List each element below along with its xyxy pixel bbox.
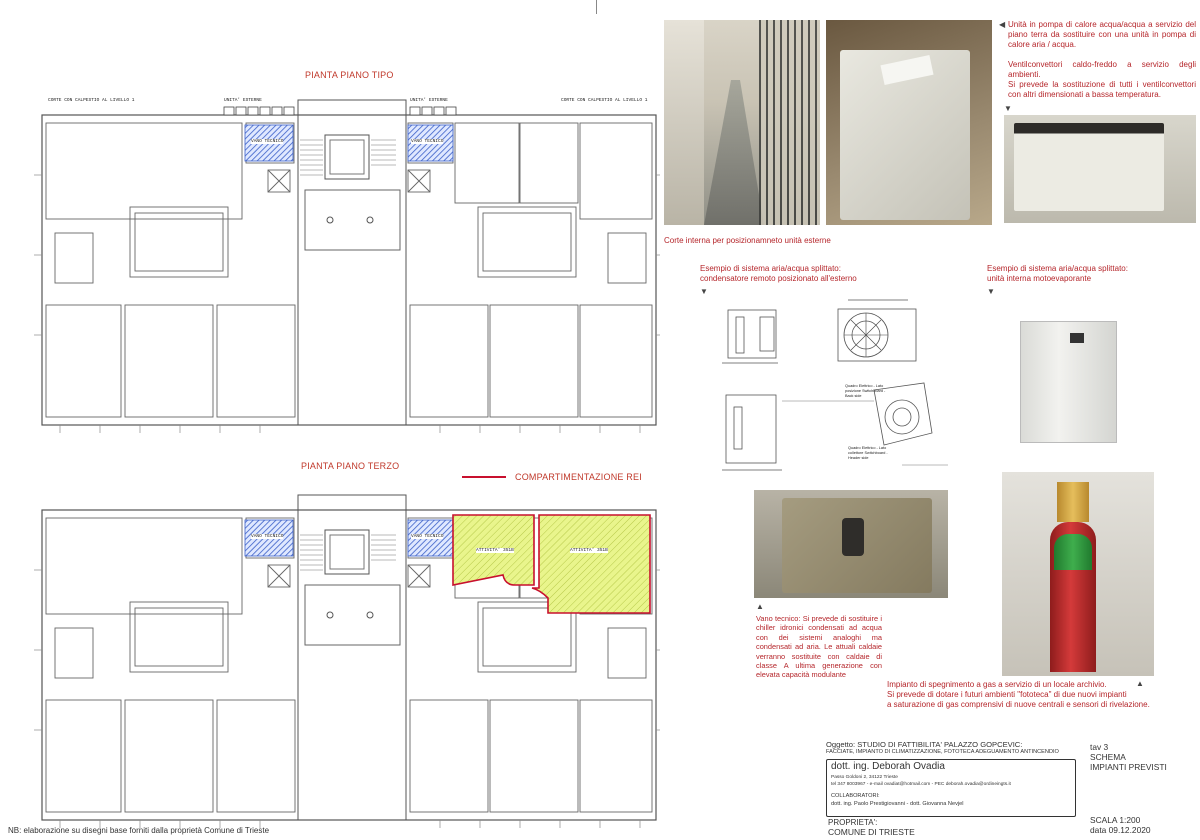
condenser-technical-drawing xyxy=(708,295,950,485)
plan-title-top: PIANTA PIANO TIPO xyxy=(305,70,394,80)
split-arrow-1-icon: ▼ xyxy=(700,287,708,296)
footnote: NB: elaborazione su disegni base forniti dalla proprietà Comune di Trieste xyxy=(8,826,270,835)
rei-compartment-2 xyxy=(532,515,650,613)
court-label-right: CORTE CON CALPESTIO AL LIVELLO 1 xyxy=(561,98,648,103)
split-title-1-text: Esempio di sistema aria/acqua splittato: xyxy=(700,264,841,273)
tb-subject: FACCIATE, IMPIANTO DI CLIMATIZZAZIONE, FOTOTECA ADEGUAMENTO ANTINCENDIO xyxy=(826,749,1059,755)
vano-note: Vano tecnico: Si prevede di sostituire i chiller idronici condensati ad acqua con dei sistemi analoghi ma condensati ad aria. Le attuali caldaie verranno sostituite con caldaie di classe A ultima generazione con elevata capacità modulante xyxy=(756,614,882,680)
chiller-arrow-icon: ▲ xyxy=(756,602,764,611)
legend-rei-label: COMPARTIMENTAZIONE REI xyxy=(515,472,642,482)
tb-scala: SCALA 1:200 xyxy=(1090,815,1141,825)
vano-label-4: VANO TECNICO xyxy=(411,534,444,539)
tb-address: Passo Goldoni 2, 34122 Trieste xyxy=(831,775,898,780)
external-units-row-left xyxy=(224,107,294,115)
title-block xyxy=(826,740,1086,840)
tb-property-name: COMUNE DI TRIESTE xyxy=(828,827,915,837)
tb-collab-names: dott. ing. Paolo Prestigiovanni - dott. Giovanna Nevjel xyxy=(831,801,964,807)
external-units-label-left: UNITA' ESTERNE xyxy=(224,98,262,103)
tb-property-label: PROPRIETA': xyxy=(828,818,878,827)
vano-label-1: VANO TECNICO xyxy=(251,139,284,144)
tb-oggetto: Oggetto: STUDIO DI FATTIBILITA' PALAZZO GOPCEVIC: xyxy=(826,740,1023,749)
heatpump-note-2: Ventilconvettori caldo-freddo a servizio degli ambienti. xyxy=(1008,60,1196,79)
indoor-unit-photo xyxy=(1010,313,1124,445)
external-units-row-right xyxy=(410,107,456,115)
split-sub-2-text: unità interna motoevaporante xyxy=(987,274,1092,283)
courtyard-photo xyxy=(664,20,820,225)
tb-data: data 09.12.2020 xyxy=(1090,825,1151,835)
gas-note xyxy=(887,680,1187,710)
heatpump-note-3: Si prevede la sostituzione di tutti i ventilconvettori con altri dimensionati a bassa temperatura. xyxy=(1008,80,1196,99)
court-label-left: CORTE CON CALPESTIO AL LIVELLO 1 xyxy=(48,98,135,103)
drawing-label-2: Quadro Elettrico - Lato collettore Switchboard - Header side xyxy=(848,446,888,460)
heatpump-note xyxy=(1008,20,1196,100)
tb-contacts: tel 347 8003967 - e-mail ovadiat@hotmail.com - PEC deborah.ovadia@ordineingts.it xyxy=(831,782,1011,787)
external-units-label-right: UNITA' ESTERNE xyxy=(410,98,448,103)
activity-label-1: ATTIVITA' 351B xyxy=(476,548,514,553)
split-title-2 xyxy=(987,264,1137,284)
vano-label-2: VANO TECNICO xyxy=(411,139,444,144)
plan-title-bottom: PIANTA PIANO TERZO xyxy=(301,461,400,471)
split-title-1 xyxy=(700,264,878,284)
tb-author: dott. ing. Deborah Ovadia xyxy=(831,761,945,772)
heatpump-arrow-icon: ◀ xyxy=(999,20,1006,29)
split-arrow-2-icon: ▼ xyxy=(987,287,995,296)
tb-sheet-info xyxy=(1090,742,1167,772)
heatpump-note-1: Unità in pompa di calore acqua/acqua a servizio del piano terra da sostituire con una unità in pompa di calore aria / acqua. xyxy=(1008,20,1196,49)
gas-note-1: Impianto di spegnimento a gas a servizio di un locale archivio. xyxy=(887,680,1107,689)
gas-note-2: Si prevede di dotare i futuri ambienti "fototeca" di due nuovi impianti xyxy=(887,690,1127,699)
fancoil-arrow-icon: ▼ xyxy=(1004,104,1012,113)
tb-collab-label: COLLABORATORI: xyxy=(831,793,880,799)
fancoil-photo xyxy=(1004,115,1196,223)
heatpump-photo xyxy=(826,20,992,225)
tb-schema: SCHEMA xyxy=(1090,752,1126,762)
drawing-label-1: Quadro Elettrico - Lato posizione Switchboard - Back side xyxy=(845,384,886,398)
gas-cylinder-photo xyxy=(1002,472,1154,676)
tb-impianti: IMPIANTI PREVISTI xyxy=(1090,762,1167,772)
split-sub-1-text: condensatore remoto posizionato all'esterno xyxy=(700,274,857,283)
vano-label-3: VANO TECNICO xyxy=(251,534,284,539)
gas-arrow-icon: ▲ xyxy=(1136,679,1144,688)
courtyard-caption: Corte interna per posizionamneto unità esterne xyxy=(664,236,831,245)
tb-scale-date xyxy=(1090,815,1151,835)
chiller-photo xyxy=(754,490,948,598)
split-title-2-text: Esempio di sistema aria/acqua splittato: xyxy=(987,264,1128,273)
tb-tav: tav 3 xyxy=(1090,742,1109,752)
gas-note-3: a saturazione di gas comprensivi di nuove centrali e sensori di rivelazione. xyxy=(887,700,1150,709)
activity-label-2: ATTIVITA' 351B xyxy=(570,548,608,553)
